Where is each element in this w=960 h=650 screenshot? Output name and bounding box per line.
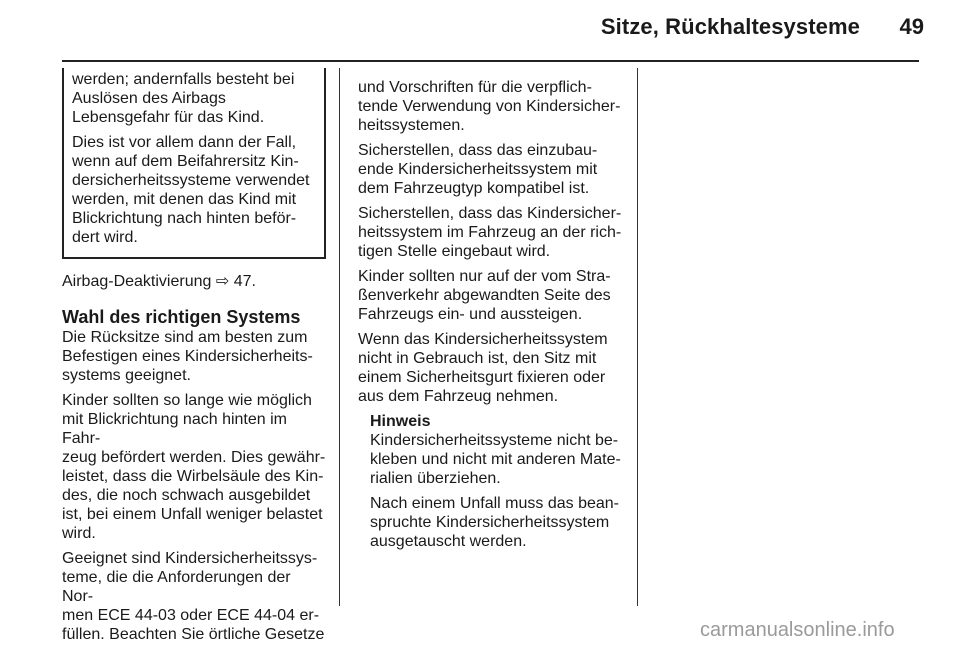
- page-header-title: Sitze, Rückhaltesysteme: [600, 14, 860, 39]
- body-paragraph: Sicherstellen, dass das einzubau- ende Kindersicherheitssystem mit dem Fahrzeugtyp kompatibel ist.: [358, 142, 598, 197]
- column-divider-right: [637, 68, 638, 606]
- body-paragraph: Geeignet sind Kindersicherheitssys- teme, die die Anforderungen der Nor- men ECE 44-03 oder ECE 44-04 er- füllen. Beachten Sie örtliche Gesetze: [62, 550, 325, 643]
- section-heading: Wahl des richtigen Systems: [62, 307, 301, 327]
- body-paragraph: Kinder sollten nur auf der vom Stra- ßenverkehr abgewandten Seite des Fahrzeugs ein- und aussteigen.: [358, 268, 611, 323]
- watermark: carmanualsonline.info: [700, 619, 895, 641]
- note-paragraph: Kindersicherheitssysteme nicht be- kleben und nicht mit anderen Mate- rialien überziehen.: [370, 432, 621, 487]
- header-rule: [62, 60, 919, 62]
- warning-box: [62, 68, 326, 259]
- warning-paragraph: Dies ist vor allem dann der Fall, wenn auf dem Beifahrersitz Kin- dersicherheitssysteme verwendet werden, mit denen das Kind mit Blickrichtung nach hinten beför- dert wird.: [72, 134, 310, 246]
- middle-column: [358, 78, 626, 557]
- airbag-deactivation-link[interactable]: Airbag-Deaktivierung ⇨ 47.: [62, 273, 256, 290]
- left-column: [62, 71, 326, 650]
- note-box: [358, 412, 626, 551]
- body-paragraph: Kinder sollten so lange wie möglich mit Blickrichtung nach hinten im Fahr- zeug befördert werden. Dies gewähr- leistet, dass die Wirbelsäule des Kin- des, die noch schwach ausgebildet ist, bei einem Unfall weniger belastet wird.: [62, 392, 326, 542]
- body-paragraph: Die Rücksitze sind am besten zum Befestigen eines Kindersicherheits- systems geeignet.: [62, 329, 313, 384]
- page-number: 49: [899, 14, 924, 39]
- body-paragraph: und Vorschriften für die verpflich- tende Verwendung von Kindersicher- heitssystemen.: [358, 79, 621, 134]
- column-divider-left: [339, 68, 340, 606]
- body-paragraph: Sicherstellen, dass das Kindersicher- heitssystem im Fahrzeug an der rich- tigen Stelle eingebaut wird.: [358, 205, 622, 260]
- warning-paragraph: werden; andernfalls besteht bei Auslösen des Airbags Lebensgefahr für das Kind.: [72, 71, 295, 126]
- note-paragraph: Nach einem Unfall muss das bean- spruchte Kindersicherheitssystem ausgetauscht werden.: [370, 495, 620, 550]
- note-title: Hinweis: [370, 413, 431, 430]
- body-paragraph: Wenn das Kindersicherheitssystem nicht in Gebrauch ist, den Sitz mit einem Sicherheitsgurt fixieren oder aus dem Fahrzeug nehmen.: [358, 331, 608, 405]
